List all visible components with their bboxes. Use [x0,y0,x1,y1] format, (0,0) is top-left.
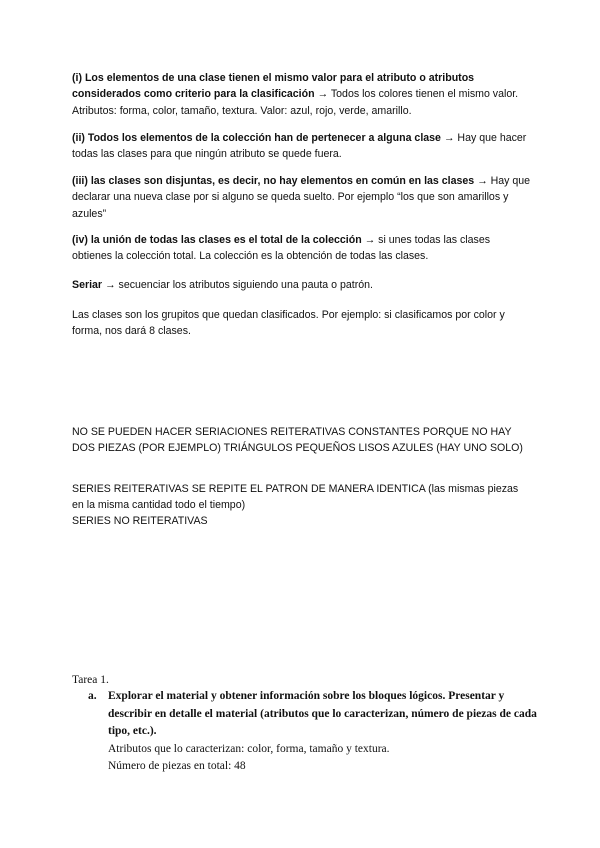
series-no-reiterativas-note: SERIES NO REITERATIVAS [72,515,208,527]
clause-iv [72,232,532,265]
clause-ii-heading: (ii) Todos los elementos de la colección han de pertenecer a alguna clase [72,132,441,144]
tarea-title: Tarea 1. [72,674,109,686]
clause-iv-text: → si unes todas las clases obtienes la colección total. La colección es la obtención de todas las clases. [72,234,491,263]
clause-i [72,70,532,119]
clause-ii-text: → Hay que hacer todas las clases para que ningún atributo se quede fuera. [72,132,527,161]
tarea-item-body [108,688,548,776]
seriaciones-caps-note: NO SE PUEDEN HACER SERIACIONES REITERATIVAS CONSTANTES PORQUE NO HAY DOS PIEZAS (POR EJEMPLO) TRIÁNGULOS PEQUEÑOS LISOS AZULES (HAY UNO SOLO) [72,426,523,455]
tarea-atributos-line: Atributos que lo caracterizan: color, forma, tamaño y textura. [108,742,390,755]
clause-ii [72,130,532,163]
seriar-text: → secuenciar los atributos siguiendo una pauta o patrón. [102,279,373,291]
list-marker: a. [88,690,97,702]
clause-iv-heading: (iv) la unión de todas las clases es el total de la colección [72,234,362,246]
seriar-definition [72,277,532,293]
clause-iii [72,173,532,222]
clause-iii-heading: (iii) las clases son disjuntas, es decir, no hay elementos en común en las clases [72,175,475,187]
clause-i-heading: (i) Los elementos de una clase tienen el mismo valor para el atributo o atributos considerados como criterio para la clasificación [72,72,475,101]
tarea-instruction: Explorar el material y obtener información sobre los bloques lógicos. Presentar y describir en detalle el material (atributos que lo caracterizan, número de piezas de cada tipo, etc.). [108,690,537,737]
seriar-term: Seriar [72,279,103,291]
tarea-piezas-line: Número de piezas en total: 48 [108,760,246,772]
clause-i-text: → Todos los colores tienen el mismo valor. Atributos: forma, color, tamaño, textura. Valor: azul, rojo, verde, amarillo. [72,88,519,117]
clause-iii-text: → Hay que declarar una nueva clase por si alguno se queda suelto. Por ejemplo “los que son amarillos y azules” [72,175,531,220]
clases-note: Las clases son los grupitos que quedan clasificados. Por ejemplo: si clasificamos por color y forma, nos dará 8 clases. [72,309,505,338]
series-reiterativas-note: SERIES REITERATIVAS SE REPITE EL PATRON DE MANERA IDENTICA (las mismas piezas en la misma cantidad todo el tiempo) [72,483,519,512]
